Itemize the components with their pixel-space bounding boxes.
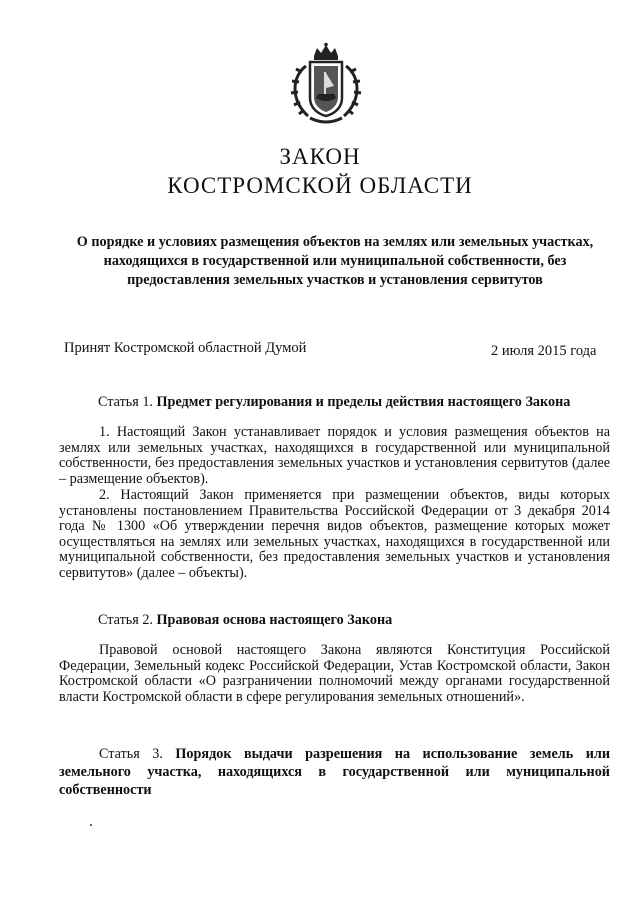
paragraph: Правовой основой настоящего Закона являются Конституция Российской Федерации, Земельный кодекс Российской Федерации, Устав Костромской области, Закон Костромской области «О разграничении полномочий между органами государственной власти Костромской области в сфере регулирования земельных отношений». — [59, 642, 610, 705]
coat-of-arms-icon — [284, 42, 368, 126]
article-title: Предмет регулирования и пределы действия настоящего Закона — [156, 394, 571, 410]
article-3-heading — [59, 745, 610, 799]
article-title: Правовая основа настоящего Закона — [156, 612, 393, 628]
paragraph: 2. Настоящий Закон применяется при размещении объектов, виды которых установлены постановлением Правительства Российской Федерации от 3 декабря 2014 года № 1300 «Об утверждении перечня видов объектов, размещение которых может осуществляться на землях или земельных участках, находящихся в государственной или муниципальной собственности, без предоставления земельных участков и установления сервитутов» (далее – объекты). — [59, 487, 610, 581]
article-1-heading — [98, 393, 570, 411]
paragraph: 1. Настоящий Закон устанавливает порядок и условия размещения объектов на землях или земельных участках, находящихся в государственной или муниципальной собственности, без предоставления земельных участков и установления сервитутов (далее – размещение объектов). — [59, 424, 610, 487]
law-region: КОСТРОМСКОЙ ОБЛАСТИ — [167, 173, 473, 198]
scan-speck — [90, 824, 92, 826]
adopted-by: Принят Костромской областной Думой — [64, 340, 307, 356]
article-2-heading — [98, 611, 392, 629]
law-subtitle: О порядке и условиях размещения объектов на землях или земельных участках, находящихся в государственной или муниципальной собственности, без предоставления земельных участков и установления сервитутов — [76, 234, 594, 288]
article-number: Статья 1. — [98, 394, 153, 410]
article-number: Статья 3. — [99, 746, 163, 762]
article-number: Статья 2. — [98, 612, 153, 628]
law-title: ЗАКОН — [279, 144, 361, 169]
article-title: Порядок выдачи разрешения на использование земель или земельного участка, находящихся в государственной или муниципальной собственности — [59, 746, 610, 798]
adoption-date: 2 июля 2015 года — [491, 343, 597, 359]
